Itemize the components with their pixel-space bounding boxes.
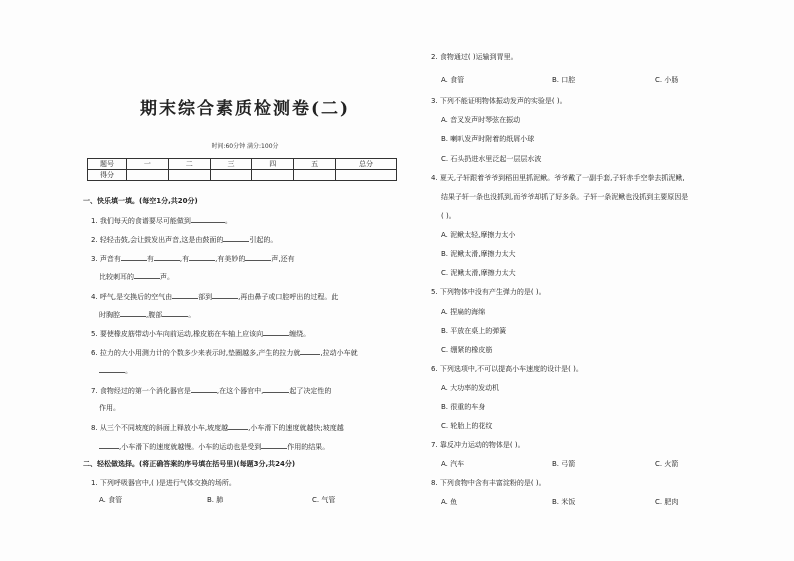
question-8-cont: ,小车滑下的速度就越慢。小车的运动也是受到 作用的结果。 [99, 441, 329, 452]
choice-option[interactable]: B. 平放在桌上的弹簧 [441, 327, 507, 335]
choice-option[interactable]: A. 食管 [441, 76, 465, 84]
exam-title: 期末综合素质检测卷(二) [139, 99, 351, 119]
choice-option[interactable]: A. 大功率的发动机 [441, 384, 500, 392]
choice-question-8: 8. 下列食物中含有丰富淀粉的是( )。 [431, 479, 546, 487]
choice-option[interactable]: C. 石头扔进水里泛起一层层水波 [441, 155, 542, 163]
answer-blank[interactable] [154, 253, 180, 261]
choice-question-3: 3. 下列不能证明物体振动发声的实验是( )。 [431, 97, 567, 105]
question-3-cont: 比较刺耳的 声。 [99, 273, 174, 281]
score-cell[interactable] [294, 170, 336, 181]
answer-blank[interactable] [99, 365, 125, 373]
question-8: 8. 从三个不同坡度的斜面上释放小车,坡度越 ,小车滑下的速度就越快;坡度越 [91, 424, 344, 432]
answer-blank[interactable] [191, 385, 217, 393]
answer-blank[interactable] [223, 234, 249, 242]
choice-question-1: 1. 下列呼吸器官中,( )是进行气体交换的场所。 [91, 479, 236, 487]
answer-blank[interactable] [261, 441, 287, 449]
score-header-cell: 五 [294, 159, 336, 170]
score-cell[interactable] [127, 170, 169, 181]
question-6-cont: 。 [99, 365, 132, 376]
answer-blank[interactable] [121, 253, 147, 261]
question-5: 5. 要使橡皮筋带动小车向前运动,橡皮筋在车轴上应该向 缠绕。 [91, 330, 311, 338]
score-cell[interactable] [252, 170, 294, 181]
choice-option[interactable]: A. 食管 [99, 496, 123, 504]
choice-question-6: 6. 下列选项中,不可以提高小车速度的设计是( )。 [431, 365, 583, 373]
question-3: 3. 声音有 有 ,有 ,有美妙的 声,还有 [91, 255, 295, 263]
answer-blank[interactable] [99, 441, 119, 449]
score-header-cell: 一 [127, 159, 169, 170]
score-cell[interactable] [336, 170, 397, 181]
answer-blank[interactable] [263, 385, 289, 393]
score-cell[interactable] [168, 170, 210, 181]
section-2-heading: 二、轻松做选择。(将正确答案的序号填在括号里)(每题3分,共24分) [83, 460, 296, 468]
answer-blank[interactable] [162, 309, 188, 317]
choice-option[interactable]: C. 小肠 [655, 76, 679, 84]
score-table-row [88, 170, 397, 181]
choice-option[interactable]: A. 鱼 [441, 498, 458, 506]
choice-option[interactable]: B. 泥鳅太滑,摩擦力太大 [441, 250, 516, 258]
question-4-cont: 时胸腔 ,腹部 。 [99, 311, 196, 319]
choice-option[interactable]: B. 口腔 [552, 76, 576, 84]
score-row-label: 得分 [88, 170, 127, 181]
question-2: 2. 轻轻击鼓,会让鼓发出声音,这是由鼓面的 引起的。 [91, 236, 278, 244]
choice-question-4-cont: ( )。 [441, 212, 456, 220]
choice-option[interactable]: C. 绷紧的橡皮筋 [441, 346, 493, 354]
choice-option[interactable]: B. 喇叭发声时附着的纸屑小球 [441, 135, 535, 143]
answer-blank[interactable] [134, 271, 160, 279]
choice-option[interactable]: C. 轮胎上的花纹 [441, 422, 493, 430]
choice-option[interactable]: A. 音叉发声时琴弦在振动 [441, 116, 521, 124]
choice-question-4-cont: 结果子轩一条也没抓到,而爷爷却抓了好多条。子轩一条泥鳅也没抓到主要原因是 [441, 193, 689, 201]
score-table-header [88, 159, 397, 170]
choice-option[interactable]: B. 肺 [207, 496, 224, 504]
question-6: 6. 拉力的大小用测力计的个数多少来表示时,垫圈越多,产生的拉力就 ,拉动小车就 [91, 349, 358, 357]
score-header-cell: 四 [252, 159, 294, 170]
score-header-cell: 二 [168, 159, 210, 170]
choice-question-7: 7. 靠反冲力运动的物体是( )。 [431, 441, 525, 449]
answer-blank[interactable] [245, 253, 271, 261]
question-7-cont: 作用。 [99, 404, 120, 412]
choice-option[interactable]: B. 弓箭 [552, 460, 576, 468]
question-4: 4. 呼气,是交换后的空气由 部到 ,再由鼻子或口腔呼出的过程。此 [91, 293, 339, 301]
choice-option[interactable]: B. 米饭 [552, 498, 576, 506]
question-1: 1. 我们每天的食谱要尽可能做到 。 [91, 217, 232, 225]
exam-meta: 时间:60分钟 满分:100分 [211, 143, 279, 150]
answer-blank[interactable] [172, 291, 198, 299]
score-header-cell: 题号 [88, 159, 127, 170]
answer-blank[interactable] [300, 347, 320, 355]
choice-question-5: 5. 下列物体中没有产生弹力的是( )。 [431, 288, 546, 296]
choice-option[interactable]: C. 火箭 [655, 460, 679, 468]
answer-blank[interactable] [120, 309, 146, 317]
answer-blank[interactable] [212, 291, 238, 299]
section-1-heading: 一、快乐填一填。(每空1分,共20分) [83, 197, 198, 205]
choice-option[interactable]: C. 气管 [312, 496, 336, 504]
score-cell[interactable] [210, 170, 252, 181]
score-header-cell: 总分 [336, 159, 397, 170]
answer-blank[interactable] [228, 422, 248, 430]
score-header-cell: 三 [210, 159, 252, 170]
choice-option[interactable]: C. 泥鳅太滑,摩擦力太大 [441, 269, 516, 277]
choice-option[interactable]: A. 汽车 [441, 460, 465, 468]
choice-option[interactable]: A. 泥鳅太轻,摩擦力太小 [441, 231, 516, 239]
choice-question-2: 2. 食物通过( )运输到胃里。 [431, 53, 518, 61]
choice-option[interactable]: C. 肥肉 [655, 498, 679, 506]
answer-blank[interactable] [191, 215, 225, 223]
choice-option[interactable]: A. 捏扁的海绵 [441, 308, 486, 316]
choice-question-4: 4. 夏天,子轩跟着爷爷到稻田里抓泥鳅。爷爷戴了一副手套,子轩赤手空拳去抓泥鳅, [431, 174, 685, 182]
answer-blank[interactable] [263, 328, 289, 336]
score-table [87, 158, 397, 181]
question-7: 7. 食物经过的第一个消化器官是 ,在这个器官中, 起了决定性的 [91, 387, 332, 395]
choice-option[interactable]: B. 很重的车身 [441, 403, 486, 411]
answer-blank[interactable] [189, 253, 215, 261]
